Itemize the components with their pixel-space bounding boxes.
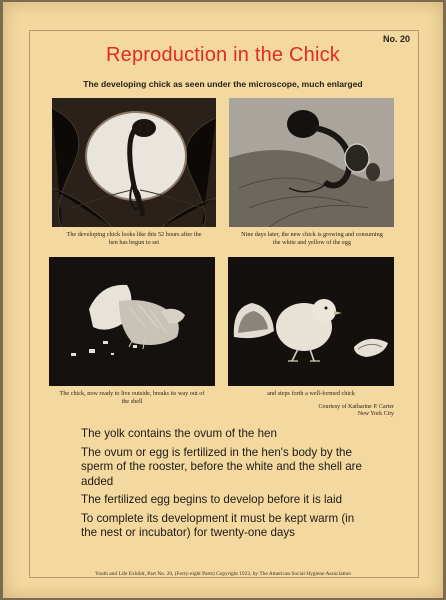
statement-fertilization: The ovum or egg is fertilized in the hen's body by the sperm of the rooster, before the white and the shell are added: [81, 446, 362, 488]
photo-chick-hatching: [49, 257, 215, 386]
credit-line-2: New York City: [357, 411, 394, 418]
chick-hatched-image: [228, 257, 394, 386]
poster-title: Reproduction in the Chick: [105, 44, 340, 66]
statement-incubation: To complete its development it must be kept warm (in the nest or incubator) for twenty-one days: [81, 512, 355, 540]
poster-footer: Youth and Life Exhibit, Part No. 20, (Forty-eight Parts) Copyright 1922, by The American Social Hygiene Association: [95, 571, 351, 577]
photo-credit: [319, 404, 394, 418]
chick-hatching-image: [49, 257, 215, 386]
credit-line-1: Courtesy of Katharine P. Carter: [318, 404, 394, 410]
embryo-52-hours-image: [52, 98, 216, 227]
statement-yolk: The yolk contains the ovum of the hen: [81, 427, 277, 440]
caption-photo-3: The chick, now ready to live outside, breaks its way out of the shell: [59, 390, 205, 405]
caption-photo-1: The developing chick looks like this 52 hours after the hen has begun to set: [66, 231, 202, 246]
photo-embryo-nine-days: [229, 98, 394, 227]
photo-embryo-52-hours: [52, 98, 216, 227]
embryo-nine-days-image: [229, 98, 394, 227]
caption-photo-4: and steps forth a well-formed chick: [267, 390, 355, 397]
poster-subtitle: The developing chick as seen under the microscope, much enlarged: [83, 79, 363, 89]
statement-development: The fertilized egg begins to develop before it is laid: [81, 493, 343, 506]
plate-number: No. 20: [382, 34, 410, 44]
caption-photo-2: Nine days later, the new chick is growing and consuming the white and yellow of the egg: [241, 231, 383, 246]
photo-chick-hatched: [228, 257, 394, 386]
